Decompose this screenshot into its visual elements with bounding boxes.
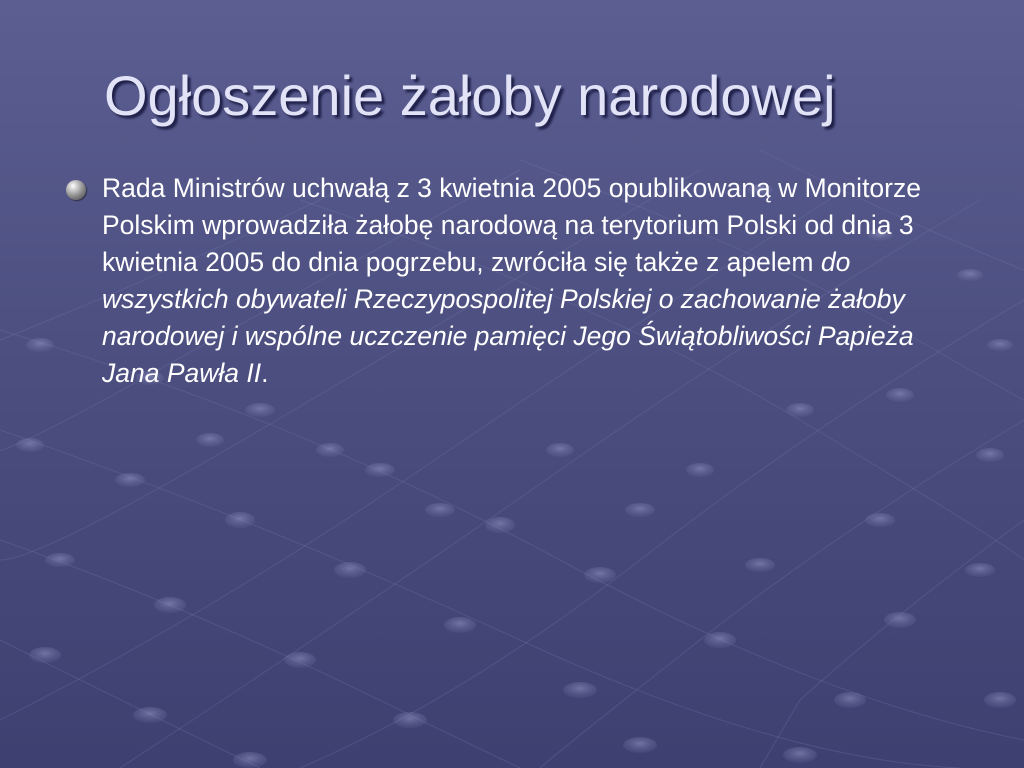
bullet-text (102, 173, 921, 388)
bullet-text-normal: Rada Ministrów uchwałą z 3 kwietnia 2005 opublikowaną w Monitorze Polskim wprowadziła żałobę narodową na terytorium Polski od dnia 3 kwietnia 2005 do dnia pogrzebu, zwróciła się także z apelem (102, 173, 921, 277)
bullet-text-end: . (261, 358, 269, 388)
bullet-text-italic-quote: do wszystkich obywateli Rzeczypospolitej Polskiej o zachowanie żałoby narodowej i wspólne uczczenie pamięci Jego Świątobliwości Papieża Jana Pawła II (102, 247, 914, 388)
bullet-list (62, 170, 974, 392)
slide-title: Ogłoszenie żałoby narodowej (104, 64, 836, 127)
sphere-bullet-icon (66, 180, 86, 200)
bullet-item (62, 170, 974, 392)
